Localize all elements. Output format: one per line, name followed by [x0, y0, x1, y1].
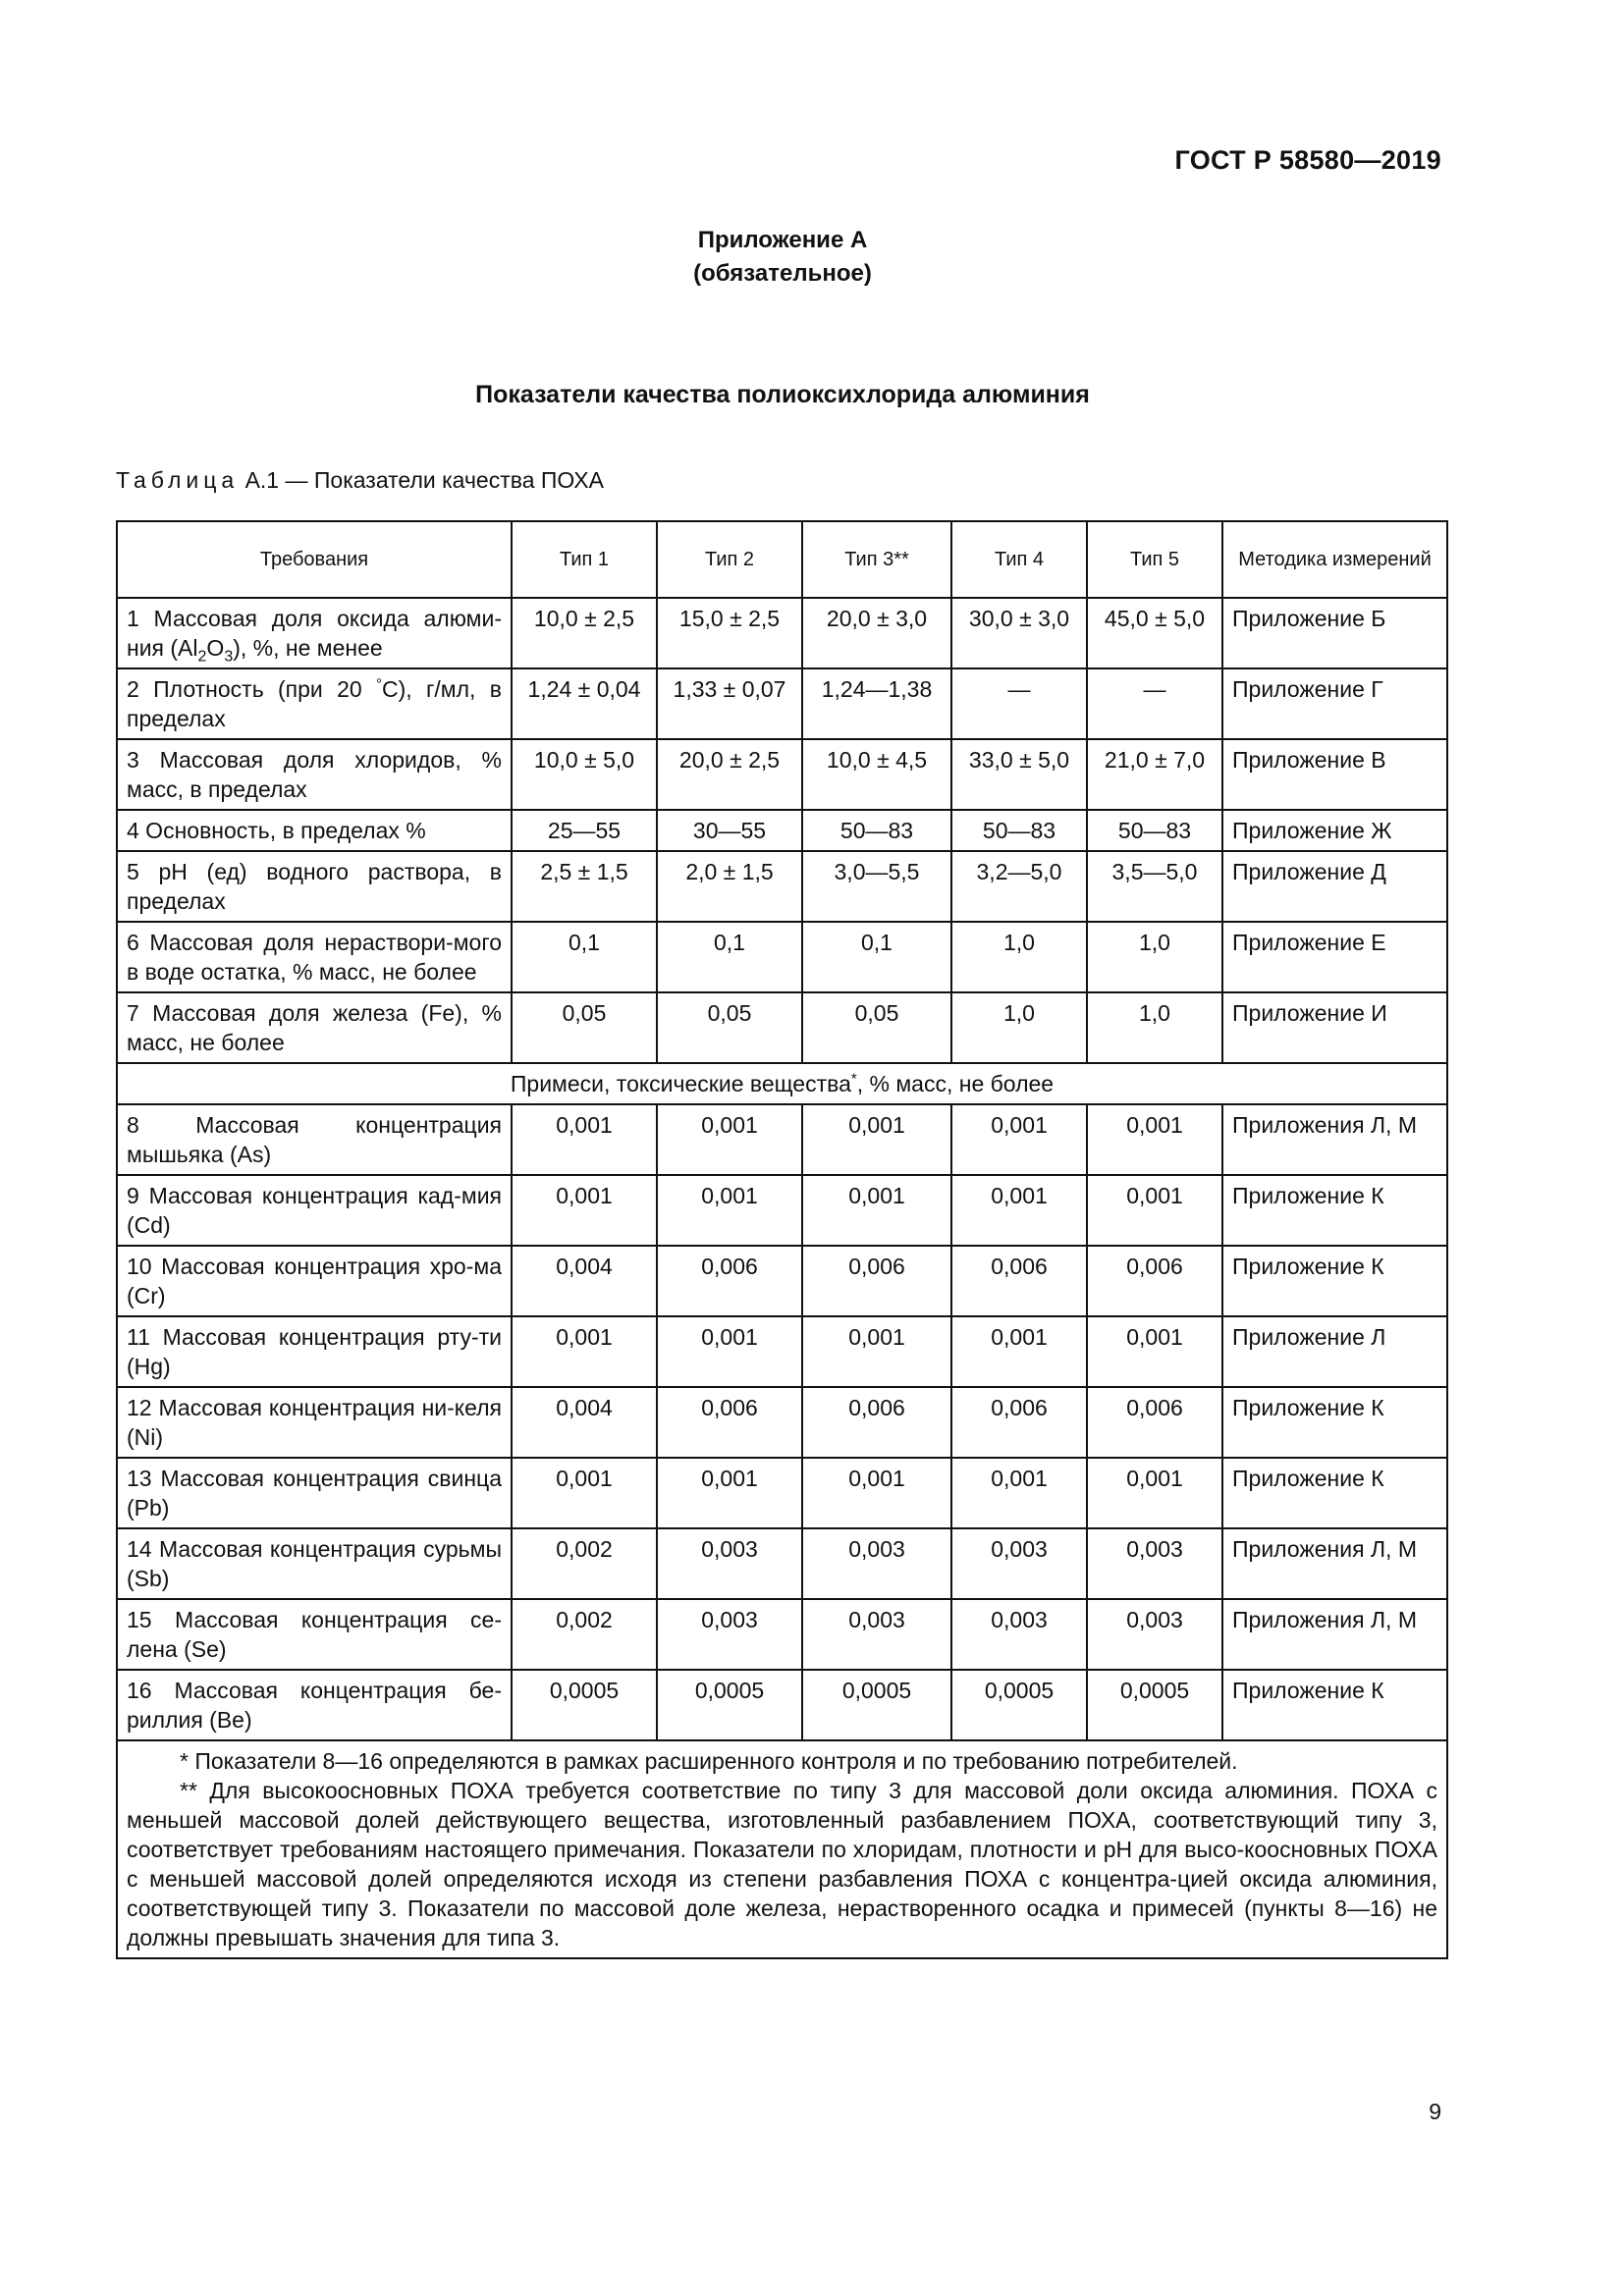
value-cell: 0,001	[1087, 1458, 1222, 1528]
requirement-cell: 11 Массовая концентрация рту-ти (Hg)	[117, 1316, 512, 1387]
method-cell: Приложения Л, М	[1222, 1104, 1447, 1175]
method-cell: Приложение Г	[1222, 668, 1447, 739]
method-cell: Приложение К	[1222, 1458, 1447, 1528]
section-text: , % масс, не более	[856, 1071, 1055, 1096]
requirement-text: 1 Массовая доля оксида алюми-ния (Al	[127, 606, 502, 661]
value-cell: 0,1	[657, 922, 802, 992]
document-code: ГОСТ Р 58580—2019	[1174, 145, 1441, 175]
value-cell: 0,004	[512, 1246, 657, 1316]
value-cell: 0,001	[512, 1458, 657, 1528]
value-cell: 0,001	[802, 1175, 951, 1246]
method-cell: Приложение Б	[1222, 598, 1447, 668]
requirement-text: 2 Плотность (при 20	[127, 676, 377, 702]
requirement-cell: 14 Массовая концентрация сурьмы (Sb)	[117, 1528, 512, 1599]
table-caption-label: Таблица	[116, 467, 240, 493]
value-cell: 0,006	[951, 1387, 1087, 1458]
value-cell: 0,001	[657, 1458, 802, 1528]
value-cell: 1,0	[951, 992, 1087, 1063]
value-cell: 3,2—5,0	[951, 851, 1087, 922]
value-cell: 2,0 ± 1,5	[657, 851, 802, 922]
value-cell: 0,001	[1087, 1104, 1222, 1175]
method-cell: Приложение В	[1222, 739, 1447, 810]
method-cell: Приложение К	[1222, 1246, 1447, 1316]
note-paragraph: * Показатели 8—16 определяются в рамках расширенного контроля и по требованию потребителей.	[180, 1748, 1238, 1774]
table-row	[117, 810, 1447, 851]
value-cell: 0,001	[802, 1316, 951, 1387]
requirement-cell: 16 Массовая концентрация бе-риллия (Be)	[117, 1670, 512, 1740]
table-notes	[117, 1740, 1447, 1958]
value-cell: 0,006	[657, 1246, 802, 1316]
degree-sign: °	[376, 675, 383, 693]
header-type-3: Тип 3**	[802, 521, 951, 598]
appendix-title: Приложение А	[697, 227, 868, 253]
value-cell: 0,0005	[1087, 1670, 1222, 1740]
value-cell: 50—83	[951, 810, 1087, 851]
header-type-2: Тип 2	[657, 521, 802, 598]
value-cell: 0,1	[802, 922, 951, 992]
value-cell: 0,001	[951, 1104, 1087, 1175]
value-cell: 1,0	[951, 922, 1087, 992]
requirement-cell: 3 Массовая доля хлоридов, % масс, в пределах	[117, 739, 512, 810]
table-row	[117, 1175, 1447, 1246]
value-cell: 0,05	[657, 992, 802, 1063]
table-caption-text: А.1 — Показатели качества ПОХА	[244, 467, 604, 493]
value-cell: 50—83	[802, 810, 951, 851]
value-cell: 1,0	[1087, 992, 1222, 1063]
requirement-cell: 9 Массовая концентрация кад-мия (Cd)	[117, 1175, 512, 1246]
page-number: 9	[1429, 2099, 1441, 2124]
value-cell: 0,001	[657, 1316, 802, 1387]
requirement-cell: 13 Массовая концентрация свинца (Pb)	[117, 1458, 512, 1528]
value-cell: 1,33 ± 0,07	[657, 668, 802, 739]
value-cell: 0,003	[657, 1599, 802, 1670]
table-row	[117, 598, 1447, 668]
value-cell: 0,001	[657, 1175, 802, 1246]
table-row	[117, 1670, 1447, 1740]
value-cell: 0,001	[951, 1175, 1087, 1246]
value-cell: 15,0 ± 2,5	[657, 598, 802, 668]
value-cell: 20,0 ± 2,5	[657, 739, 802, 810]
requirement-text: С), г/мл, в пределах	[127, 676, 502, 731]
method-cell: Приложение К	[1222, 1387, 1447, 1458]
requirement-cell: 4 Основность, в пределах %	[117, 810, 512, 851]
value-cell: 0,004	[512, 1387, 657, 1458]
notes-row	[117, 1740, 1447, 1958]
value-cell: 0,002	[512, 1528, 657, 1599]
value-cell: —	[951, 668, 1087, 739]
table-row	[117, 1458, 1447, 1528]
value-cell: 0,0005	[512, 1670, 657, 1740]
requirement-cell: 5 pH (ед) водного раствора, в пределах	[117, 851, 512, 922]
requirement-cell: 7 Массовая доля железа (Fe), % масс, не более	[117, 992, 512, 1063]
header-type-4: Тип 4	[951, 521, 1087, 598]
value-cell: —	[1087, 668, 1222, 739]
value-cell: 0,0005	[802, 1670, 951, 1740]
value-cell: 0,003	[1087, 1528, 1222, 1599]
quality-table	[116, 520, 1448, 1959]
page-title: Показатели качества полиоксихлорида алюминия	[475, 381, 1090, 408]
value-cell: 25—55	[512, 810, 657, 851]
table-row	[117, 1387, 1447, 1458]
value-cell: 0,003	[1087, 1599, 1222, 1670]
subscript: 3	[224, 648, 234, 666]
value-cell: 10,0 ± 5,0	[512, 739, 657, 810]
section-heading	[117, 1063, 1447, 1104]
header-type-1: Тип 1	[512, 521, 657, 598]
value-cell: 30,0 ± 3,0	[951, 598, 1087, 668]
table-row	[117, 992, 1447, 1063]
footnote-mark: *	[850, 1070, 857, 1088]
table-row	[117, 1316, 1447, 1387]
value-cell: 33,0 ± 5,0	[951, 739, 1087, 810]
subscript: 2	[197, 648, 207, 666]
header-requirements: Требования	[117, 521, 512, 598]
value-cell: 0,006	[951, 1246, 1087, 1316]
value-cell: 0,001	[802, 1104, 951, 1175]
value-cell: 0,001	[512, 1104, 657, 1175]
table-row	[117, 1528, 1447, 1599]
method-cell: Приложение Ж	[1222, 810, 1447, 851]
section-row	[117, 1063, 1447, 1104]
value-cell: 1,0	[1087, 922, 1222, 992]
value-cell: 0,05	[802, 992, 951, 1063]
value-cell: 10,0 ± 2,5	[512, 598, 657, 668]
requirement-cell: 12 Массовая концентрация ни-келя (Ni)	[117, 1387, 512, 1458]
value-cell: 0,003	[657, 1528, 802, 1599]
requirement-cell	[117, 668, 512, 739]
value-cell: 0,003	[802, 1599, 951, 1670]
method-cell: Приложение И	[1222, 992, 1447, 1063]
method-cell: Приложение Л	[1222, 1316, 1447, 1387]
value-cell: 20,0 ± 3,0	[802, 598, 951, 668]
value-cell: 21,0 ± 7,0	[1087, 739, 1222, 810]
value-cell: 2,5 ± 1,5	[512, 851, 657, 922]
value-cell: 0,001	[1087, 1175, 1222, 1246]
method-cell: Приложения Л, М	[1222, 1528, 1447, 1599]
header-type-5: Тип 5	[1087, 521, 1222, 598]
requirement-cell: 8 Массовая концентрация мышьяка (As)	[117, 1104, 512, 1175]
table-row	[117, 922, 1447, 992]
value-cell: 0,001	[951, 1316, 1087, 1387]
value-cell: 0,006	[802, 1246, 951, 1316]
value-cell: 0,001	[512, 1175, 657, 1246]
value-cell: 0,001	[802, 1458, 951, 1528]
requirement-cell: 10 Массовая концентрация хро-ма (Cr)	[117, 1246, 512, 1316]
value-cell: 0,001	[951, 1458, 1087, 1528]
value-cell: 0,006	[1087, 1387, 1222, 1458]
requirement-cell	[117, 598, 512, 668]
value-cell: 0,001	[512, 1316, 657, 1387]
note-paragraph: ** Для высокоосновных ПОХА требуется соответствие по типу 3 для массовой доли оксида алюминия. ПОХА с меньшей массовой долей действующего вещества, изготовленный разбавлением ПОХА, соответствующий типу 3, соответствует требованиям настоящего примечания. Показатели по хлоридам, плотности и pH для высо-коосновных ПОХА с меньшей массовой долей определяются исходя из степени разбавления ПОХА с концентра-цией оксида алюминия, соответствующей типу 3. Показатели по массовой доле железа, нерастворенного осадка и примесей (пункты 8—16) не должны превышать значения для типа 3.	[127, 1778, 1437, 1950]
table-header-row	[117, 521, 1447, 598]
value-cell: 0,006	[657, 1387, 802, 1458]
value-cell: 0,1	[512, 922, 657, 992]
value-cell: 1,24—1,38	[802, 668, 951, 739]
value-cell: 0,003	[951, 1528, 1087, 1599]
method-cell: Приложение Е	[1222, 922, 1447, 992]
value-cell: 10,0 ± 4,5	[802, 739, 951, 810]
value-cell: 0,001	[657, 1104, 802, 1175]
section-text: Примеси, токсические вещества	[510, 1071, 851, 1096]
method-cell: Приложения Л, М	[1222, 1599, 1447, 1670]
value-cell: 1,24 ± 0,04	[512, 668, 657, 739]
value-cell: 3,5—5,0	[1087, 851, 1222, 922]
value-cell: 0,003	[951, 1599, 1087, 1670]
value-cell: 0,006	[802, 1387, 951, 1458]
table-row	[117, 1599, 1447, 1670]
table-row	[117, 1246, 1447, 1316]
method-cell: Приложение К	[1222, 1175, 1447, 1246]
value-cell: 30—55	[657, 810, 802, 851]
value-cell: 0,006	[1087, 1246, 1222, 1316]
method-cell: Приложение К	[1222, 1670, 1447, 1740]
appendix-heading	[0, 224, 1565, 291]
value-cell: 0,003	[802, 1528, 951, 1599]
requirement-text: ), %, не менее	[233, 635, 383, 661]
requirement-text: O	[206, 635, 225, 661]
value-cell: 0,05	[512, 992, 657, 1063]
requirement-cell: 6 Массовая доля нераствори-мого в воде остатка, % масс, не более	[117, 922, 512, 992]
value-cell: 0,002	[512, 1599, 657, 1670]
value-cell: 45,0 ± 5,0	[1087, 598, 1222, 668]
appendix-status: (обязательное)	[693, 260, 872, 287]
table-row	[117, 739, 1447, 810]
header-method: Методика измерений	[1222, 521, 1447, 598]
table-row	[117, 668, 1447, 739]
table-row	[117, 851, 1447, 922]
table-caption	[116, 467, 604, 494]
value-cell: 50—83	[1087, 810, 1222, 851]
value-cell: 3,0—5,5	[802, 851, 951, 922]
value-cell: 0,0005	[951, 1670, 1087, 1740]
value-cell: 0,0005	[657, 1670, 802, 1740]
table-row	[117, 1104, 1447, 1175]
method-cell: Приложение Д	[1222, 851, 1447, 922]
value-cell: 0,001	[1087, 1316, 1222, 1387]
requirement-cell: 15 Массовая концентрация се-лена (Se)	[117, 1599, 512, 1670]
